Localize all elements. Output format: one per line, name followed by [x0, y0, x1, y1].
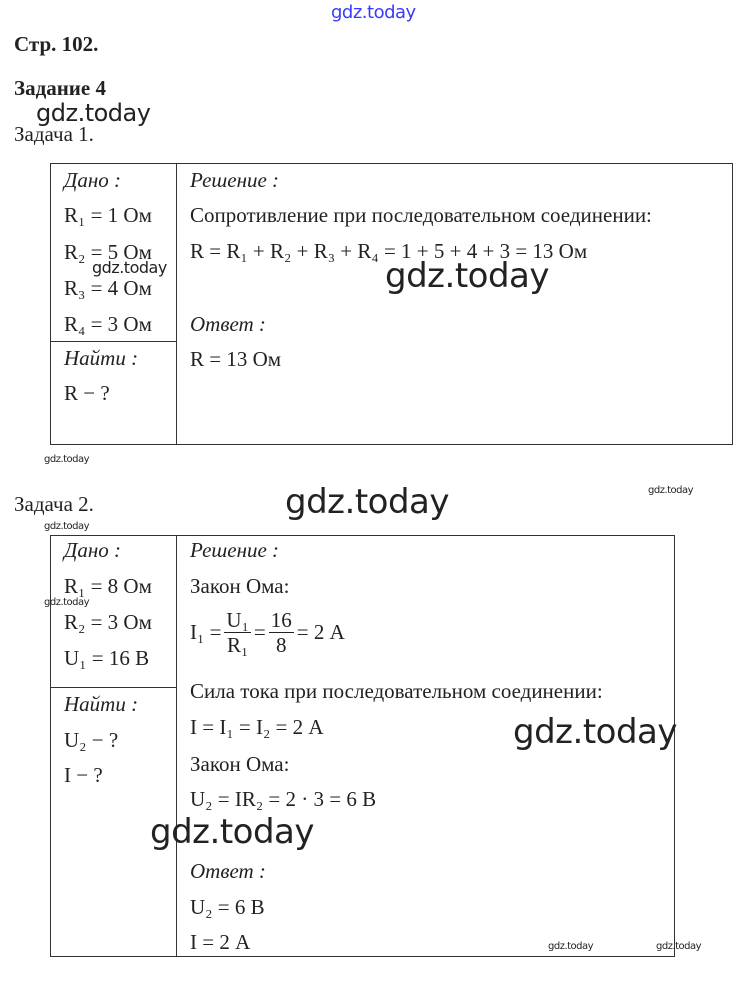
solution-line: R = R₁ + R₂ + R₃ + R₄ = 1 + 5 + 4 + 3 = 13 Ом — [190, 239, 588, 263]
divider — [176, 535, 177, 956]
solution-line: Сила тока при последовательном соединении: — [190, 679, 603, 703]
find-label: Найти : — [64, 346, 139, 370]
equals: = — [253, 620, 266, 644]
denominator: R₁ — [227, 633, 249, 657]
fraction — [224, 608, 251, 657]
solution-label: Решение : — [190, 168, 280, 192]
find-item: U₂ − ? — [64, 728, 119, 752]
problem2-title: Задача 2. — [14, 492, 94, 516]
given-item: R₁ = 1 Ом — [64, 203, 152, 227]
solution-line: U₂ = IR₂ = 2 · 3 = 6 В — [190, 787, 377, 811]
find-item: R − ? — [64, 381, 110, 405]
answer-line: U₂ = 6 В — [190, 895, 265, 919]
given-item: R₁ = 8 Ом — [64, 574, 152, 598]
answer-line: R = 13 Ом — [190, 347, 282, 371]
law-label: Закон Ома: — [190, 574, 290, 598]
denominator: 8 — [276, 633, 287, 657]
watermark: gdz.today — [44, 597, 90, 608]
watermark: gdz.today — [36, 99, 151, 127]
task-heading: Задание 4 — [14, 76, 106, 100]
numerator: U₁ — [226, 608, 249, 632]
watermark: gdz.today — [548, 941, 594, 952]
find-label: Найти : — [64, 692, 139, 716]
watermark: gdz.today — [44, 454, 90, 465]
watermark: gdz.today — [656, 941, 702, 952]
formula-lhs: I₁ = — [190, 620, 222, 644]
fraction — [269, 608, 294, 657]
given-item: U₁ = 16 В — [64, 646, 150, 670]
answer-line: I = 2 А — [190, 930, 251, 954]
given-label: Дано : — [64, 538, 122, 562]
watermark: gdz.today — [44, 521, 90, 532]
watermark: gdz.today — [513, 712, 677, 752]
solution-line: Сопротивление при последовательном соединении: — [190, 203, 652, 227]
numerator: 16 — [270, 608, 292, 632]
watermark: gdz.today — [285, 482, 449, 522]
solution-label: Решение : — [190, 538, 280, 562]
divider — [50, 687, 176, 688]
divider — [50, 341, 176, 342]
given-item: R₃ = 4 Ом — [64, 276, 152, 300]
solution-line: I = I₁ = I₂ = 2 А — [190, 715, 324, 739]
given-item: R₄ = 3 Ом — [64, 312, 152, 336]
given-label: Дано : — [64, 168, 122, 192]
given-item: R₂ = 3 Ом — [64, 610, 152, 634]
divider — [176, 163, 177, 444]
law-label: Закон Ома: — [190, 752, 290, 776]
watermark: gdz.today — [331, 2, 416, 23]
answer-label: Ответ : — [190, 312, 266, 336]
given-item: R₂ = 5 Ом — [64, 240, 152, 264]
watermark: gdz.today — [92, 258, 167, 277]
watermark: gdz.today — [648, 485, 694, 496]
watermark: gdz.today — [150, 812, 314, 852]
watermark: gdz.today — [385, 256, 549, 296]
problem1-title: Задача 1. — [14, 122, 94, 146]
find-item: I − ? — [64, 763, 103, 787]
formula-rhs: = 2 А — [296, 620, 345, 644]
answer-label: Ответ : — [190, 859, 266, 883]
page-number-heading: Стр. 102. — [14, 32, 99, 56]
ohm-formula — [190, 608, 345, 657]
